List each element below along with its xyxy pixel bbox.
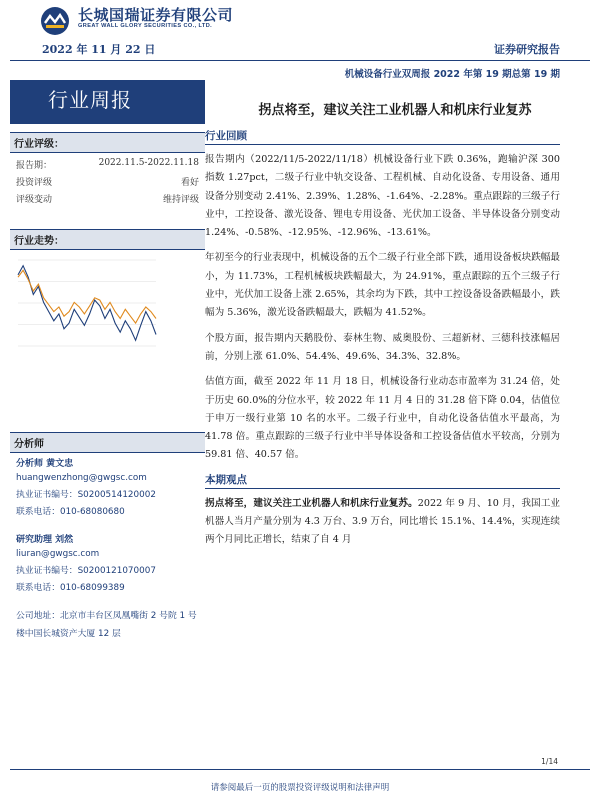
review-paragraph-1: 报告期内（2022/11/5-2022/11/18）机械设备行业下跌 0.36%，跑输沪深 300 指数 1.27pct，二级子行业中轨交设备、工程机械、自动化设备、专用设备、通用设备分别变动 2.41%、2.39%、1.28%、-1.64%、-2.28%。重点跟踪的三级子行业中，工控设备、激光设备、锂电专用设备、光伏加工设备、半导体设备分别变动 1.24%、-0.58%、-12.95%、-12.96%、-13.61%。 xyxy=(205,154,560,239)
assistant-email[interactable]: liuran@gwgsc.com xyxy=(16,549,100,559)
view-paragraph xyxy=(205,495,560,550)
category-box: 行业周报 xyxy=(10,80,205,124)
assistant-phone: 联系电话：010-68099389 xyxy=(16,583,125,593)
footer-disclaimer: 请参阅最后一页的股票投资评级说明和法律声明 xyxy=(210,783,390,793)
main-content xyxy=(205,128,560,557)
chart-series-line-2 xyxy=(18,270,156,323)
report-subtitle: 机械设备行业双周报 2022 年第 19 期总第 19 期 xyxy=(344,69,560,80)
rating-row xyxy=(10,156,205,173)
company-logo xyxy=(40,6,70,36)
view-body: 2022 年 9 月、10 月，我国工业机器人当月产量分别为 4.3 万台、3.9 万台，同比增长 15.1%、14.4%，实现连续两个月同比正增长，结束了自 4 月 xyxy=(205,497,560,546)
trend-section-heading: 行业走势： xyxy=(10,229,205,250)
report-type: 证券研究报告 xyxy=(494,43,560,56)
assistant-name: 研究助理 刘然 xyxy=(16,535,74,545)
company-name-en: GREAT WALL GLORY SECURITIES CO., LTD. xyxy=(78,23,213,29)
analyst-phone: 联系电话：010-68080680 xyxy=(16,507,125,517)
review-paragraph-4: 估值方面，截至 2022 年 11 月 18 日，机械设备行业动态市盈率为 31.24 倍，处于历史 60.0%的分位水平，较 2022 年 11 月 4 日的 31.28 倍下降 0.04，估值位于申万一级行业第 10 名的水平。二级子行业中，自动化设备估值水平最高，为 41.78 倍。重点跟踪的三级子行业中半导体设备和工控设备估值水平较高，分别为 59.81 倍、40.57 倍。 xyxy=(205,376,560,461)
page-number: 1/14 xyxy=(541,757,558,766)
footer-divider xyxy=(10,769,590,770)
analyst-email[interactable]: huangwenzhong@gwgsc.com xyxy=(16,473,147,483)
report-title: 拐点将至，建议关注工业机器人和机床行业复苏 xyxy=(258,103,532,118)
industry-trend-chart xyxy=(10,254,160,354)
review-paragraph-2: 年初至今的行业表现中，机械设备的五个二级子行业全部下跌，通用设备板块跌幅最小，为 11.73%，工程机械板块跌幅最大，为 24.91%，重点跟踪的五个三级子行业中，光伏加工设备上涨 2.65%，其余均为下跌，其中工控设备设备跌幅最小，跌幅为 5.36%，激光设备跌幅最大，跌幅为 41.52%。 xyxy=(205,252,560,319)
rating-value: 看好 xyxy=(180,178,199,188)
section-heading-review: 行业回顾 xyxy=(205,128,560,145)
rating-key: 报告期： xyxy=(16,161,53,171)
view-lead: 拐点将至，建议关注工业机器人和机床行业复苏。 xyxy=(205,497,418,509)
report-date: 2022 年 11 月 22 日 xyxy=(42,43,156,56)
analyst-license: 执业证书编号：S0200514120002 xyxy=(16,490,156,500)
company-address: 公司地址：北京市丰台区凤凰嘴街 2 号院 1 号楼中国长城资产大厦 12 层 xyxy=(16,611,197,639)
review-paragraph-3: 个股方面，报告期内天鹅股份、泰林生物、威奥股份、三超新材、三德科技涨幅居前，分别上涨 61.0%、54.4%、49.6%、34.3%、32.8%。 xyxy=(205,332,560,362)
company-name-cn: 长城国瑞证券有限公司 xyxy=(78,6,234,24)
assistant-license: 执业证书编号：S0200121070007 xyxy=(16,566,156,576)
section-heading-view: 本期观点 xyxy=(205,472,560,489)
rating-row xyxy=(10,190,205,207)
rating-value: 2022.11.5-2022.11.18 xyxy=(98,158,199,168)
rating-key: 投资评级 xyxy=(16,178,53,188)
rating-value: 维持评级 xyxy=(162,195,199,205)
sidebar xyxy=(10,80,205,643)
analyst-section-heading: 分析师 xyxy=(10,432,205,453)
analyst-name: 分析师 黄文忠 xyxy=(16,459,74,469)
rating-key: 评级变动 xyxy=(16,195,53,205)
rating-row xyxy=(10,173,205,190)
rating-section-heading: 行业评级： xyxy=(10,132,205,153)
header-divider xyxy=(10,60,590,61)
